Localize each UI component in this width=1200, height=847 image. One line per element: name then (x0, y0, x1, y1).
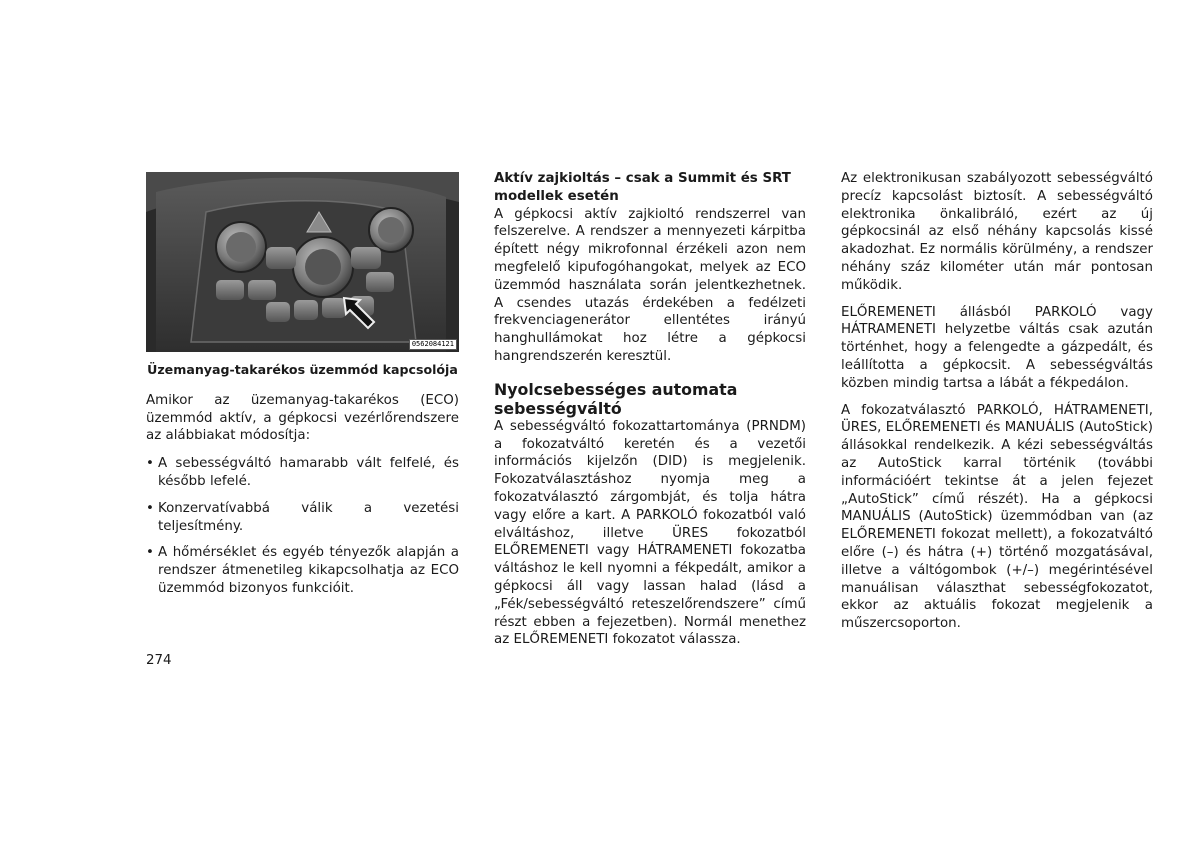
shift-procedure-paragraph: ELŐREMENETI állásból PARKOLÓ vagy HÁTRAMENETI helyzetbe váltás csak azután történhet, hogy a felengedte a gázpedált, és leállította a gépkocsit. A sebességváltás közben mindig tartsa a lábát a fékpedálon. (841, 304, 1153, 391)
section-title: Nyolcsebességes automata sebességváltó (494, 379, 738, 418)
eco-bullet-list (146, 455, 459, 598)
eco-switch-photo (146, 172, 459, 352)
image-code: 0562084121 (409, 339, 457, 350)
middle-column (494, 170, 806, 649)
list-item: • A sebességváltó hamarabb vált felfelé, és később lefelé. (146, 456, 459, 489)
bullet-icon: • (146, 500, 154, 516)
transmission-paragraph: A sebességváltó fokozattartománya (PRNDM) a fokozatváltó keretén és a vezetői információs kijelzőn (DID) is megjelenik. Fokozatválasztáshoz nyomja meg a fokozatválasztó zárgombját, és tolja hátra vagy előre a kart. A PARKOLÓ fokozatból való elváltáshoz, illetve ÜRES fokozatból ELŐREMENETI vagy HÁTRAMENETI fokozatba váltáshoz le kell nyomni a fékpedált, amikor a gépkocsi áll vagy lassan halad (lásd a „Fék/sebességváltó reteszelőrendszere” című részt ebben a fejezetben). Normál menethez az ELŐREMENETI fokozatot válassza. (494, 418, 806, 648)
noise-cancellation-paragraph: A gépkocsi aktív zajkioltó rendszerrel van felszerelve. A rendszer a mennyezeti kárpitba épített négy mikrofonnal érzékeli azon nem megfelelő kipufogóhangokat, melyek az ECO üzemmód használata során jelentkezhetnek. A csendes utazás érdekében a fedélzeti frekvenciagenerátor ellentétes irányú hanghullámokat hoz létre a gépkocsi hangrendszerén keresztül. (494, 206, 806, 364)
page-number: 274 (146, 653, 172, 668)
electronic-transmission-paragraph: Az elektronikusan szabályozott sebességváltó precíz kapcsolást biztosít. A sebességváltó elektronika önkalibráló, ezért az új gépkocsinál az első néhány kapcsolás kissé akadozhat. Ez normális körülmény, a rendszer néhány száz kilométer után már pontosan működik. (841, 171, 1153, 293)
bullet-icon: • (146, 456, 154, 472)
left-column (146, 172, 459, 598)
eco-intro-paragraph: Amikor az üzemanyag-takarékos (ECO) üzemmód aktív, a gépkocsi vezérlőrendszere az alábbiakat módosítja: (146, 392, 459, 444)
gear-selector-paragraph: A fokozatválasztó PARKOLÓ, HÁTRAMENETI, ÜRES, ELŐREMENETI és MANUÁLIS (AutoStick) állásokkal rendelkezik. A kézi sebességváltás az AutoStick karral történik (további információért tekintse át a jelen fejezet „AutoStick” című részét). Ha a gépkocsi MANUÁLIS (AutoStick) üzemmódban van (az ELŐREMENETI fokozat mellett), a fokozatváltó előre (–) és hátra (+) történő mozgatásával, illetve a váltógombok (+/–) megérintésével manuálisan választhat sebességfokozatot, ekkor az aktuális fokozat megjelenik a műszercsoporton. (841, 402, 1153, 632)
dashboard-controls-illustration (146, 172, 459, 352)
right-column (841, 170, 1153, 633)
list-item: • A hőmérséklet és egyéb tényezők alapján a rendszer átmenetileg kikapcsolhatja az ECO üzemmód bizonyos funkcióit. (146, 545, 459, 596)
bullet-icon: • (146, 545, 154, 561)
noise-cancellation-heading: Aktív zajkioltás – csak a Summit és SRT modellek esetén (494, 171, 791, 204)
list-item: • Konzervatívabbá válik a vezetési teljesítmény. (146, 500, 459, 534)
photo-caption: Üzemanyag-takarékos üzemmód kapcsolója (147, 362, 458, 377)
